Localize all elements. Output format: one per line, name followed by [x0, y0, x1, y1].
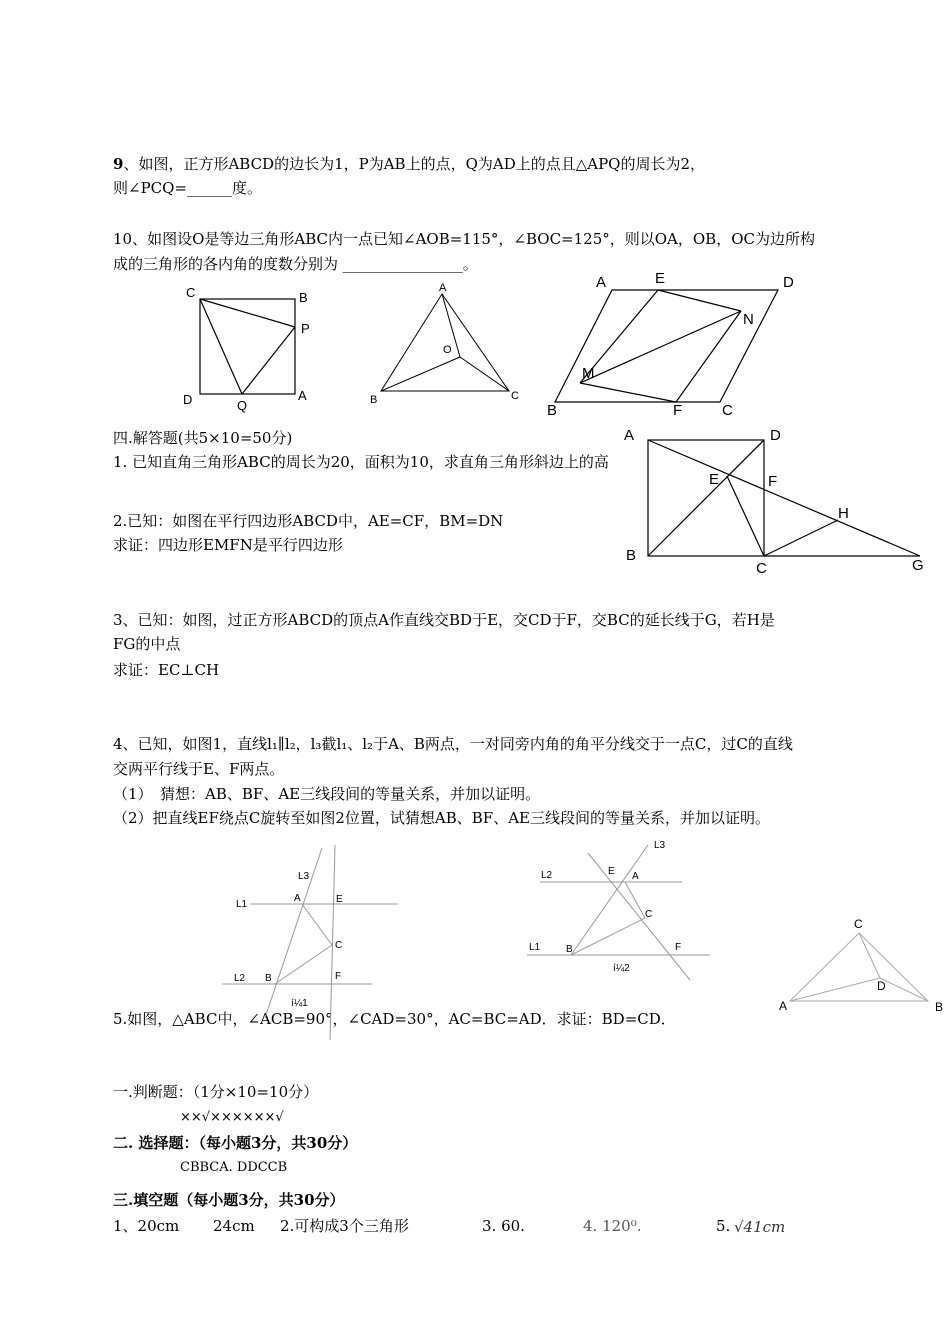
- tri-label-b: B: [370, 394, 378, 406]
- q10-line2: 成的三角形的各内角的度数分别为 ________________。: [113, 255, 478, 273]
- fig1-label-l1: L1: [236, 899, 248, 910]
- problem-3-line2: FG的中点: [113, 635, 181, 653]
- problem-4-line2: 交两平行线于E、F两点。: [113, 760, 285, 778]
- para-label-n: N: [743, 311, 754, 328]
- figure-5: [790, 933, 928, 1001]
- q9-line2: 则∠PCQ=______度。: [113, 179, 263, 197]
- triangle-o-figure: [381, 294, 509, 391]
- problem-4-line4: （2）把直线EF绕点C旋转至如图2位置，试猜想AB、BF、AE三线段间的等量关系，并加以证明。: [113, 809, 770, 827]
- sq2-label-d: D: [770, 427, 781, 444]
- fig2-label-c: C: [645, 909, 653, 920]
- para-label-c: C: [722, 402, 733, 419]
- fig1-label-l3: L3: [298, 871, 310, 882]
- answer-3-1a: 1、20cm: [113, 1217, 180, 1235]
- fig2-label-f: F: [675, 942, 682, 953]
- para-label-d: D: [783, 274, 794, 291]
- problem-5: 5.如图，△ABC中，∠ACB=90°，∠CAD=30°，AC=BC=AD．求证：BD=CD．: [113, 1010, 676, 1028]
- para-label-e: E: [655, 270, 666, 287]
- answers-s2-value: CBBCA. DDCCB: [180, 1160, 288, 1175]
- sq-label-a: A: [298, 388, 307, 403]
- answer-3-4: 4. 120⁰.: [583, 1217, 642, 1235]
- fig2-label-l3: L3: [654, 840, 666, 851]
- problem-3-line1: 3、已知：如图，过正方形ABCD的顶点A作直线交BD于E，交CD于F，交BC的延长线于G，若H是: [113, 611, 775, 629]
- tri-label-a: A: [439, 282, 447, 294]
- fig5-label-d: D: [877, 979, 886, 993]
- problem-3-line3: 求证：EC⊥CH: [113, 661, 220, 679]
- fig5-label-a: A: [779, 999, 788, 1013]
- sq2-label-a: A: [624, 427, 635, 444]
- fig5-label-b: B: [935, 1000, 944, 1014]
- sq2-label-b: B: [626, 547, 637, 564]
- answer-3-2: 2.可构成3个三角形: [280, 1217, 409, 1235]
- problem-4-line3: （1） 猜想：AB、BF、AE三线段间的等量关系，并加以证明。: [113, 785, 541, 803]
- figure-1: [222, 845, 398, 1040]
- problem-4-line1: 4、已知，如图1，直线l₁∥l₂，l₃截l₁、l₂于A、B两点，一对同旁内角的角平分线交于一点C，过C的直线: [113, 735, 793, 753]
- para-label-a: A: [596, 274, 607, 291]
- tri-label-c: C: [511, 390, 519, 402]
- fig2-label-l1: L1: [529, 942, 541, 953]
- q10-line1: 10、如图设O是等边三角形ABC内一点已知∠AOB=115°，∠BOC=125°，则以OA，OB，OC为边所构: [113, 230, 815, 248]
- answer-3-3: 3. 60.: [482, 1217, 525, 1235]
- q9-line1: 9、如图，正方形ABCD的边长为1，P为AB上的点，Q为AD上的点且△APQ的周长为2，: [113, 155, 706, 173]
- fig1-label-b: B: [265, 973, 272, 984]
- fig1-caption: í¼1: [291, 998, 308, 1009]
- sq2-label-h: H: [838, 505, 849, 522]
- answers-s1-value: ××√××××××√: [180, 1110, 284, 1125]
- fig2-label-e: E: [608, 866, 615, 877]
- sq-label-p: P: [301, 321, 310, 336]
- answers-s2-heading: 二. 选择题：（每小题3分，共30分）: [113, 1134, 358, 1152]
- fig1-label-c: C: [335, 940, 343, 951]
- fig1-label-a: A: [294, 893, 301, 904]
- sq-label-c: C: [186, 285, 196, 300]
- part4-heading: 四.解答题(共5×10=50分): [113, 429, 293, 447]
- fig1-label-f: F: [335, 971, 342, 982]
- fig5-label-c: C: [854, 917, 863, 931]
- sq2-label-e: E: [709, 471, 720, 488]
- fig1-label-e: E: [336, 894, 343, 905]
- answers-s3-heading: 三.填空题（每小题3分，共30分）: [113, 1191, 345, 1209]
- sq2-label-f: F: [768, 473, 778, 490]
- answer-3-5: 5.: [716, 1217, 731, 1235]
- problem-2-line2: 求证：四边形EMFN是平行四边形: [113, 536, 343, 554]
- parallelogram-figure: [555, 290, 778, 402]
- sq-label-b: B: [299, 290, 308, 305]
- answer-3-5-value: √41cm: [734, 1218, 786, 1236]
- fig2-caption: í¼2: [613, 963, 630, 974]
- sq-label-d: D: [183, 392, 193, 407]
- sq-label-q: Q: [237, 398, 248, 413]
- sq2-label-g: G: [912, 557, 924, 574]
- sq2-label-c: C: [756, 560, 767, 577]
- problem-1: 1. 已知直角三角形ABC的周长为20，面积为10，求直角三角形斜边上的高: [113, 453, 609, 471]
- answers-s1-heading: 一.判断题：（1分×10=10分）: [113, 1083, 319, 1101]
- problem-2-line1: 2.已知：如图在平行四边形ABCD中，AE=CF，BM=DN: [113, 512, 504, 530]
- fig1-label-l2: L2: [234, 973, 246, 984]
- answer-3-1b: 24cm: [213, 1217, 255, 1235]
- figure-2: [527, 845, 710, 980]
- para-label-m: M: [582, 365, 595, 382]
- square-figure: [200, 299, 295, 394]
- fig2-label-b: B: [566, 944, 573, 955]
- tri-label-o: O: [443, 344, 452, 356]
- para-label-f: F: [673, 402, 683, 419]
- fig2-label-a: A: [632, 871, 639, 882]
- para-label-b: B: [547, 402, 558, 419]
- fig2-label-l2: L2: [541, 870, 553, 881]
